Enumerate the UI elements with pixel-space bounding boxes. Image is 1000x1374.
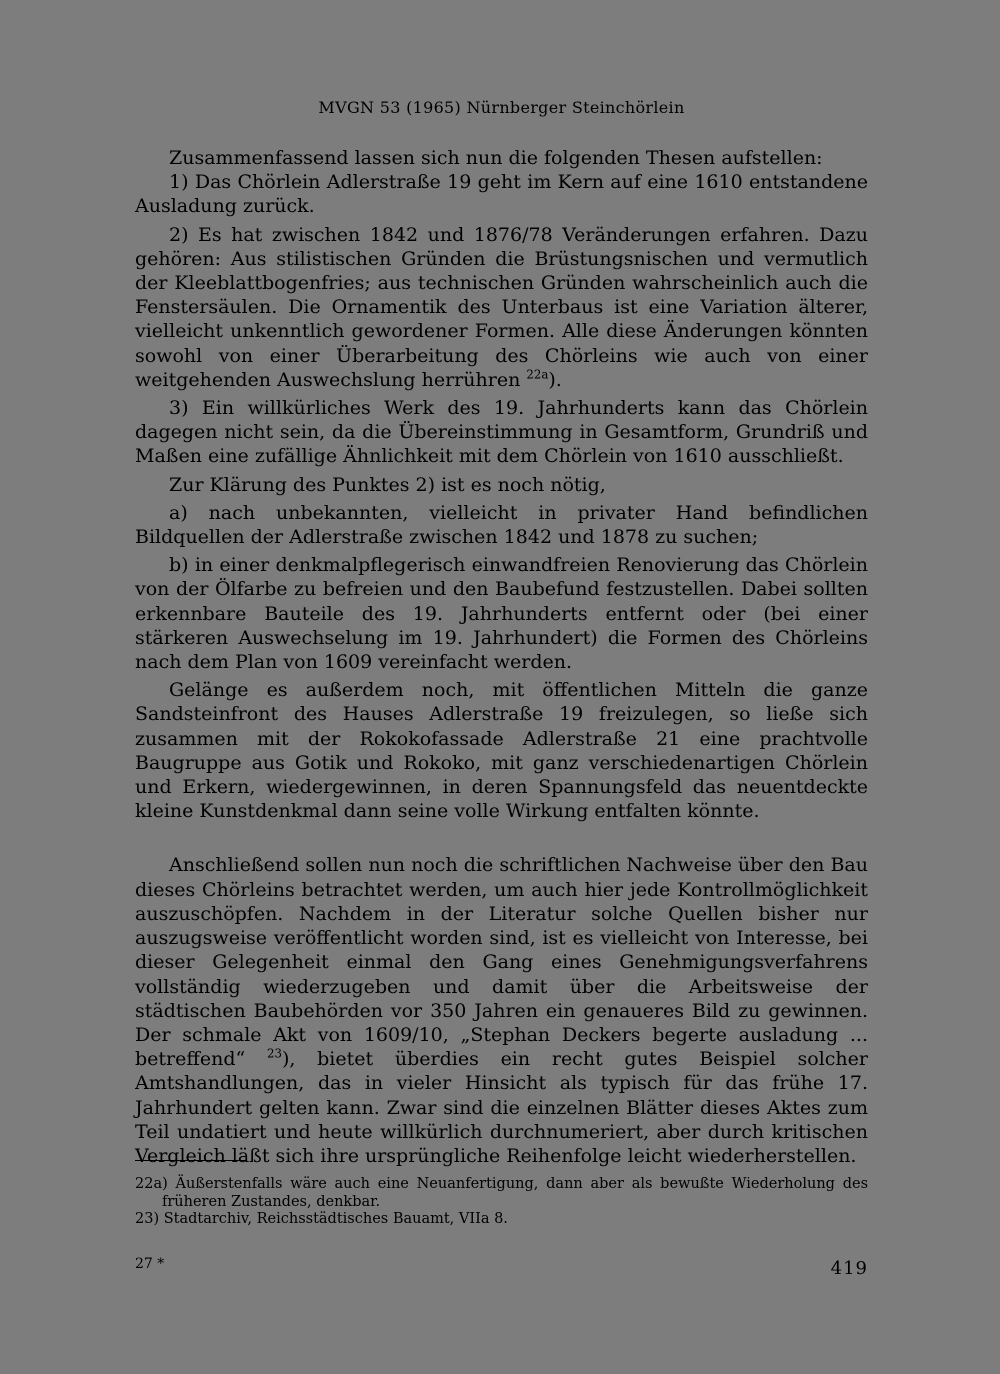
footnote-text: Stadtarchiv, Reichsstädtisches Bauamt, VIIa 8. [163,1211,508,1227]
thesis-1: 1) Das Chörlein Adlerstraße 19 geht im Kern auf eine 1610 entstandene Ausladung zurück. [135,171,868,218]
footnote-text: Äußerstenfalls wäre auch eine Neuanfertigung, dann aber als bewußte Wiederholung des früheren Zustandes, denkbar. [162,1176,869,1210]
thesis-3: 3) Ein willkürliches Werk des 19. Jahrhunderts kann das Chörlein dagegen nicht sein, da die Übereinstimmung in Gesamtform, Grundriß und Maßen eine zufällige Ähnlichkeit mit dem Chörlein von 1610 ausschließt. [135,397,868,468]
paragraph-clarification: Zur Klärung des Punktes 2) ist es noch nötig, [169,473,606,496]
item-a: a) nach unbekannten, vielleicht in privater Hand befindlichen Bildquellen der Adlerstraße zwischen 1842 und 1878 zu suchen; [135,501,868,549]
thesis-2-end: ). [548,368,562,391]
footnote-ref-22a: 22a [526,367,549,382]
footnote-ref-23: 23 [266,1046,282,1061]
footnote-22a [135,1176,868,1211]
thesis-2-text: 2) Es hat zwischen 1842 und 1876/78 Veränderungen erfahren. Dazu gehören: Aus stilistischen Gründen die Brüstungsnischen und vermutlich der Kleeblattbogenfries; aus technischen Gründen wahrscheinlich auch die Fenstersäulen. Die Ornamentik des Unterbaus ist eine Variation älterer, vielleicht unkenntlich gewordener Formen. Alle diese Änderungen könnten sowohl von einer Überarbeitung des Chörleins wie auch von einer weitgehenden Auswechslung herrühren [135,223,868,391]
running-head: MVGN 53 (1965) Nürnberger Steinchörlein [318,98,685,117]
page-number: 419 [830,1258,868,1279]
thesis-2 [135,223,868,392]
paragraph-sources [135,853,868,1168]
paragraph-sources-text: Anschließend sollen nun noch die schriftlichen Nachweise über den Bau dieses Chörleins betrachtet werden, um auch hier jede Kontrollmöglichkeit auszuschöpfen. Nachdem in der Literatur solche Quellen bisher nur auszugsweise veröffentlicht worden sind, ist es vielleicht von Interesse, bei dieser Gelegenheit einmal den Gang eines Genehmigungsverfahrens vollständig wiederzugeben und damit über die Arbeitsweise der städtischen Baubehörden vor 350 Jahren ein genaueres Bild zu gewinnen. Der schmale Akt von 1609/10, „Stephan Deckers begerte ausladung ... betreffend“ [135,854,868,1071]
paragraph-intro: Zusammenfassend lassen sich nun die folgenden Thesen aufstellen: [169,147,823,169]
footnote-rule [135,1160,247,1161]
body-text [135,146,868,1168]
signature-mark: 27 * [135,1256,165,1272]
footnotes [135,1176,868,1229]
item-b: b) in einer denkmalpflegerisch einwandfreien Renovierung das Chörlein von der Ölfarbe zu befreien und den Baubefund festzustellen. Dabei sollten erkennbare Bauteile des 19. Jahrhunderts entfernt oder (bei einer stärkeren Auswechselung im 19. Jahrhundert) die Formen des Chörleins nach dem Plan von 1609 vereinfacht werden. [135,554,868,674]
paragraph-sandstone-front: Gelänge es außerdem noch, mit öffentlichen Mitteln die ganze Sandsteinfront des Hauses Adlerstraße 19 freizulegen, so ließe sich zusammen mit der Rokokofassade Adlerstraße 21 eine prachtvolle Baugruppe aus Gotik und Rokoko, mit ganz verschiedenartigen Chörlein und Erkern, wiedergewinnen, in deren Spannungsfeld das neuentdeckte kleine Kunstdenkmal dann seine volle Wirkung entfalten könnte. [135,679,868,823]
paragraph-sources-end: ), bietet überdies ein recht gutes Beispiel solcher Amtshandlungen, das in vieler Hinsicht als typisch für das frühe 17. Jahrhundert gelten kann. Zwar sind die einzelnen Blätter dieses Aktes zum Teil undatiert und heute willkürlich durchnumeriert, aber durch kritischen Vergleich läßt sich ihre ursprüngliche Reihenfolge leicht wiederherstellen. [135,1048,868,1167]
footnote-marker: 23) [135,1211,160,1227]
footnote-marker: 22a) [135,1176,168,1192]
document-page [135,0,868,1374]
footnote-23 [135,1211,868,1229]
